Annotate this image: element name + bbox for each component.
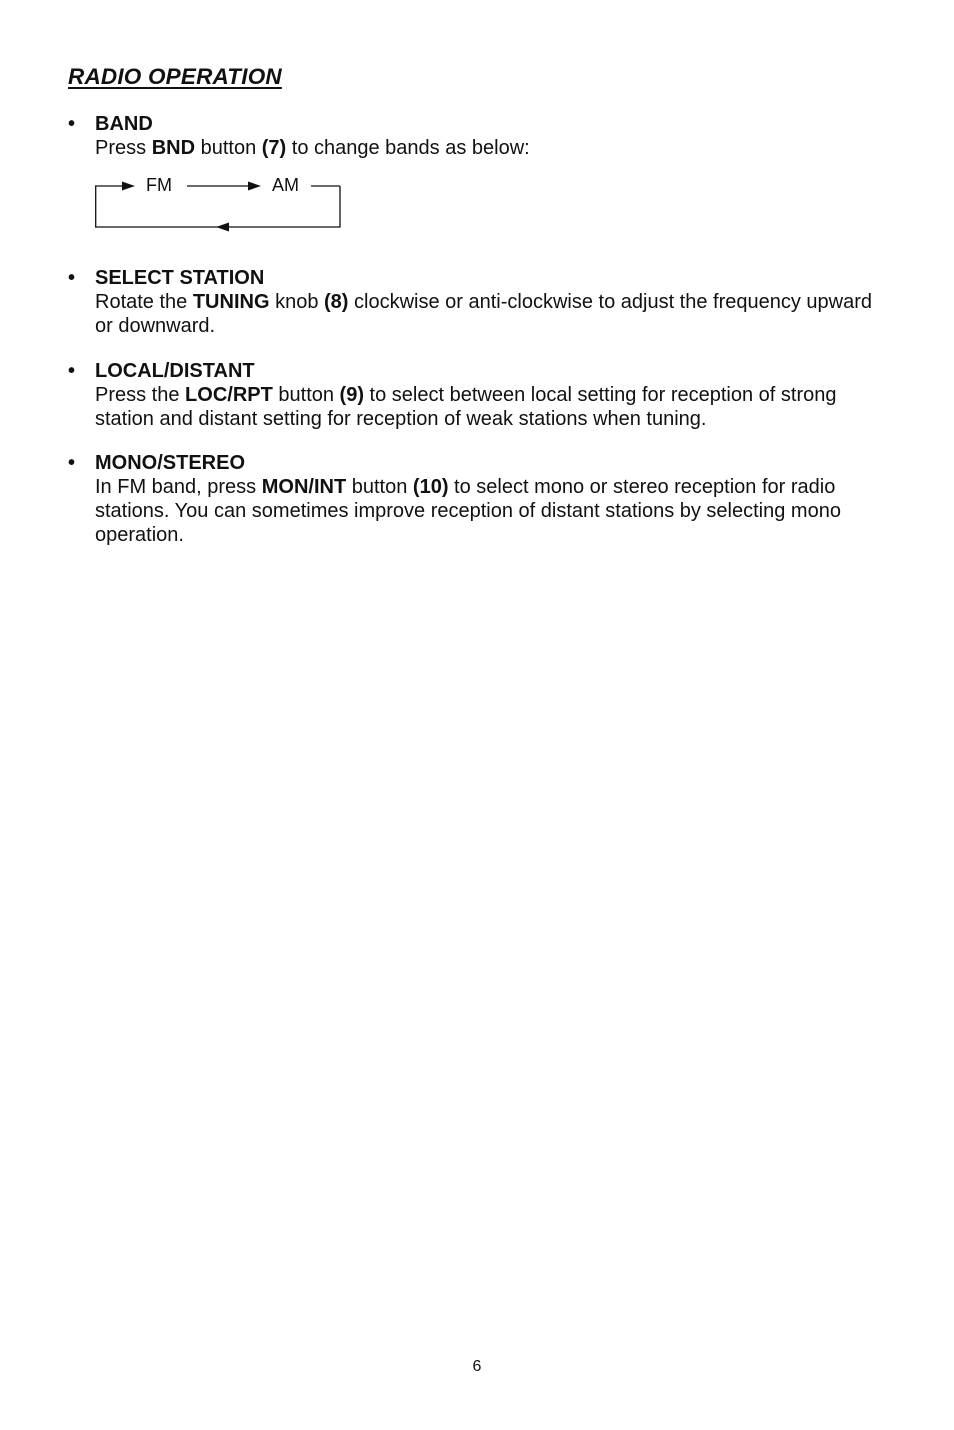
text-run: to select between local setting for reception of strong station and distant setting for reception of weak stations when tuning. xyxy=(95,384,837,430)
band-cycle-diagram xyxy=(95,170,345,232)
section-body xyxy=(95,359,895,431)
text-run: Press xyxy=(95,137,152,159)
section-heading: MONO/STEREO xyxy=(95,452,246,474)
section-body xyxy=(95,112,895,160)
section-heading: BAND xyxy=(95,113,153,135)
text-run: Press the xyxy=(95,384,186,406)
text-run: In FM band, press xyxy=(95,476,262,498)
page-number: 6 xyxy=(472,1358,482,1375)
section-body xyxy=(95,451,895,547)
band-label-fm: FM xyxy=(146,175,172,195)
section-text xyxy=(95,290,895,338)
bullet: • xyxy=(68,113,76,135)
bullet: • xyxy=(68,452,76,474)
text-run: to change bands as below: xyxy=(286,137,530,159)
text-run: to select mono or stereo reception for radio stations. You can sometimes improve reception of distant stations by selecting mono operation. xyxy=(95,476,841,546)
button-name: BND xyxy=(151,137,196,159)
button-name: MON/INT xyxy=(261,476,347,498)
text-run: button xyxy=(272,384,340,406)
bullet: • xyxy=(68,267,76,289)
page-title: RADIO OPERATION xyxy=(68,64,282,89)
button-number: (7) xyxy=(261,137,287,159)
arrow-right-icon xyxy=(122,182,135,191)
arrow-right-icon xyxy=(248,182,261,191)
text-run: button xyxy=(195,137,262,159)
section-text xyxy=(95,383,895,431)
button-number: (10) xyxy=(412,476,449,498)
control-number: (8) xyxy=(324,291,349,313)
control-name: TUNING xyxy=(192,291,270,313)
section-body xyxy=(95,266,895,338)
band-label-am: AM xyxy=(272,175,299,195)
text-run: clockwise or anti-clockwise to adjust the frequency upward or downward. xyxy=(95,291,873,337)
text-run: button xyxy=(346,476,413,498)
section-heading: SELECT STATION xyxy=(95,267,265,289)
button-name: LOC/RPT xyxy=(185,384,273,406)
button-number: (9) xyxy=(339,384,364,406)
section-text xyxy=(95,136,895,160)
arrow-left-icon xyxy=(216,223,229,232)
section-heading: LOCAL/DISTANT xyxy=(95,360,255,382)
section-text xyxy=(95,475,895,547)
text-run: Rotate the xyxy=(95,291,193,313)
bullet: • xyxy=(68,360,76,382)
text-run: knob xyxy=(269,291,324,313)
